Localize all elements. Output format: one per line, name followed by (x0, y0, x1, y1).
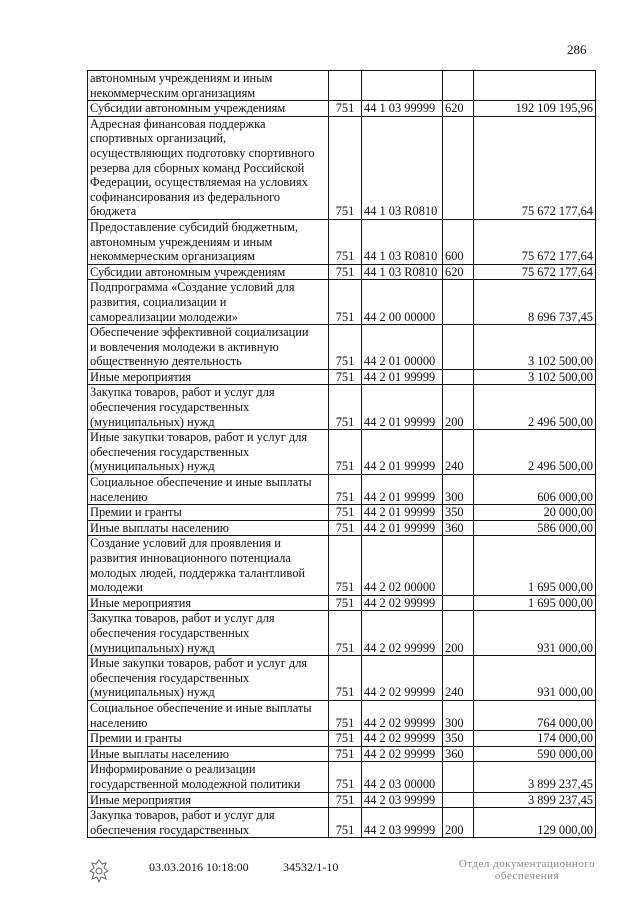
table-row (88, 656, 596, 701)
row-name: Социальное обеспечение и иные выплаты населению (88, 700, 329, 730)
row-name: Иные закупки товаров, работ и услуг для обеспечения государственных (муниципальных) нужд (88, 430, 329, 475)
budget-table (87, 70, 596, 838)
row-sum: 2 496 500,00 (474, 385, 596, 430)
table-row (88, 595, 596, 611)
row-sum: 606 000,00 (474, 475, 596, 505)
row-csr: 44 2 03 99999 (362, 792, 443, 808)
row-vr (443, 280, 474, 325)
row-name: Премии и гранты (88, 731, 329, 747)
row-csr: 44 2 03 99999 (362, 808, 443, 838)
row-sum: 75 672 177,64 (474, 264, 596, 280)
row-ved (329, 71, 362, 101)
row-csr: 44 2 02 99999 (362, 700, 443, 730)
table-row (88, 792, 596, 808)
row-vr: 300 (443, 700, 474, 730)
row-csr (362, 71, 443, 101)
footer-stamp: Отдел документационного обеспечения (458, 858, 596, 882)
row-ved: 751 (329, 595, 362, 611)
footer-doc-number: 34532/1-10 (283, 860, 339, 874)
row-csr: 44 2 01 99999 (362, 475, 443, 505)
row-csr: 44 2 01 00000 (362, 325, 443, 370)
row-sum: 3 899 237,45 (474, 792, 596, 808)
row-name: Субсидии автономным учреждениям (88, 101, 329, 117)
row-ved: 751 (329, 280, 362, 325)
row-vr: 620 (443, 264, 474, 280)
table-row (88, 762, 596, 792)
row-ved: 751 (329, 746, 362, 762)
table-row (88, 280, 596, 325)
row-vr (443, 536, 474, 595)
row-ved: 751 (329, 385, 362, 430)
row-sum (474, 71, 596, 101)
row-sum: 129 000,00 (474, 808, 596, 838)
row-csr: 44 2 01 99999 (362, 385, 443, 430)
row-vr: 360 (443, 746, 474, 762)
row-ved: 751 (329, 731, 362, 747)
row-name: Иные мероприятия (88, 595, 329, 611)
table-row (88, 116, 596, 219)
row-sum: 931 000,00 (474, 656, 596, 701)
row-ved: 751 (329, 656, 362, 701)
table-row (88, 325, 596, 370)
row-ved: 751 (329, 611, 362, 656)
row-name: Субсидии автономным учреждениям (88, 264, 329, 280)
row-csr: 44 2 02 99999 (362, 731, 443, 747)
row-sum: 586 000,00 (474, 520, 596, 536)
row-name: Предоставление субсидий бюджетным, автономным учреждениям и иным некоммерческим организациям (88, 219, 329, 264)
row-ved: 751 (329, 762, 362, 792)
row-name: Социальное обеспечение и иные выплаты населению (88, 475, 329, 505)
table-row (88, 808, 596, 838)
row-ved: 751 (329, 808, 362, 838)
row-sum: 1 695 000,00 (474, 536, 596, 595)
row-csr: 44 2 02 99999 (362, 611, 443, 656)
row-csr: 44 1 03 R0810 (362, 219, 443, 264)
row-vr: 360 (443, 520, 474, 536)
row-sum: 764 000,00 (474, 700, 596, 730)
row-name: Иные выплаты населению (88, 746, 329, 762)
row-ved: 751 (329, 101, 362, 117)
row-csr: 44 2 02 99999 (362, 656, 443, 701)
row-vr (443, 325, 474, 370)
table-row (88, 219, 596, 264)
row-sum: 192 109 195,96 (474, 101, 596, 117)
row-name: Иные выплаты населению (88, 520, 329, 536)
footer-date: 03.03.2016 10:18:00 (149, 860, 249, 874)
row-vr: 620 (443, 101, 474, 117)
page-number: 286 (567, 42, 587, 57)
row-name: Адресная финансовая поддержка спортивных организаций, осуществляющих подготовку спортивного резерва для сборных команд Российской Федерации, осуществляемая на условиях софинансирования из федерального бюджета (88, 116, 329, 219)
table-row (88, 385, 596, 430)
row-csr: 44 1 03 99999 (362, 101, 443, 117)
row-ved: 751 (329, 219, 362, 264)
row-vr: 240 (443, 656, 474, 701)
row-ved: 751 (329, 700, 362, 730)
row-ved: 751 (329, 430, 362, 475)
row-name: Закупка товаров, работ и услуг для обеспечения государственных (муниципальных) нужд (88, 611, 329, 656)
row-sum: 3 102 500,00 (474, 369, 596, 385)
row-name: Иные закупки товаров, работ и услуг для обеспечения государственных (муниципальных) нужд (88, 656, 329, 701)
table-row (88, 520, 596, 536)
row-ved: 751 (329, 792, 362, 808)
row-csr: 44 2 02 99999 (362, 595, 443, 611)
row-sum: 590 000,00 (474, 746, 596, 762)
row-vr (443, 116, 474, 219)
table-row (88, 475, 596, 505)
table-row (88, 611, 596, 656)
row-sum: 931 000,00 (474, 611, 596, 656)
row-name: Создание условий для проявления и развития инновационного потенциала молодых людей, поддержка талантливой молодежи (88, 536, 329, 595)
row-csr: 44 2 01 99999 (362, 505, 443, 521)
row-vr: 200 (443, 385, 474, 430)
row-vr (443, 595, 474, 611)
row-csr: 44 2 01 99999 (362, 520, 443, 536)
row-name: Иные мероприятия (88, 369, 329, 385)
row-sum: 8 696 737,45 (474, 280, 596, 325)
row-ved: 751 (329, 475, 362, 505)
row-ved: 751 (329, 264, 362, 280)
table-row (88, 700, 596, 730)
row-vr: 600 (443, 219, 474, 264)
row-ved: 751 (329, 505, 362, 521)
row-csr: 44 2 02 99999 (362, 746, 443, 762)
table-row (88, 264, 596, 280)
row-csr: 44 2 01 99999 (362, 430, 443, 475)
row-sum: 75 672 177,64 (474, 219, 596, 264)
row-sum: 1 695 000,00 (474, 595, 596, 611)
table-row (88, 101, 596, 117)
row-vr: 200 (443, 611, 474, 656)
row-sum: 75 672 177,64 (474, 116, 596, 219)
row-vr: 200 (443, 808, 474, 838)
row-csr: 44 2 01 99999 (362, 369, 443, 385)
emblem-icon (88, 858, 110, 884)
row-vr (443, 369, 474, 385)
row-csr: 44 1 03 R0810 (362, 264, 443, 280)
row-ved: 751 (329, 369, 362, 385)
budget-table-body (88, 71, 596, 838)
row-sum: 3 899 237,45 (474, 762, 596, 792)
row-vr: 300 (443, 475, 474, 505)
row-ved: 751 (329, 536, 362, 595)
row-vr (443, 71, 474, 101)
row-name: Подпрограмма «Создание условий для развития, социализации и самореализации молодежи» (88, 280, 329, 325)
row-vr: 350 (443, 731, 474, 747)
row-name: Иные мероприятия (88, 792, 329, 808)
row-csr: 44 2 02 00000 (362, 536, 443, 595)
row-name: Премии и гранты (88, 505, 329, 521)
table-row (88, 505, 596, 521)
row-name: Информирование о реализации государственной молодежной политики (88, 762, 329, 792)
table-row (88, 746, 596, 762)
row-sum: 20 000,00 (474, 505, 596, 521)
row-ved: 751 (329, 116, 362, 219)
row-name: Закупка товаров, работ и услуг для обеспечения государственных (88, 808, 329, 838)
table-row (88, 536, 596, 595)
row-vr: 240 (443, 430, 474, 475)
row-sum: 2 496 500,00 (474, 430, 596, 475)
row-ved: 751 (329, 325, 362, 370)
table-row (88, 430, 596, 475)
row-name: Закупка товаров, работ и услуг для обеспечения государственных (муниципальных) нужд (88, 385, 329, 430)
row-vr (443, 792, 474, 808)
row-name: автономным учреждениям и иным некоммерческим организациям (88, 71, 329, 101)
row-csr: 44 2 03 00000 (362, 762, 443, 792)
table-row (88, 71, 596, 101)
row-csr: 44 1 03 R0810 (362, 116, 443, 219)
row-ved: 751 (329, 520, 362, 536)
row-sum: 174 000,00 (474, 731, 596, 747)
row-sum: 3 102 500,00 (474, 325, 596, 370)
table-row (88, 731, 596, 747)
row-vr (443, 762, 474, 792)
row-csr: 44 2 00 00000 (362, 280, 443, 325)
table-row (88, 369, 596, 385)
row-vr: 350 (443, 505, 474, 521)
row-name: Обеспечение эффективной социализации и вовлечения молодежи в активную общественную деятельность (88, 325, 329, 370)
